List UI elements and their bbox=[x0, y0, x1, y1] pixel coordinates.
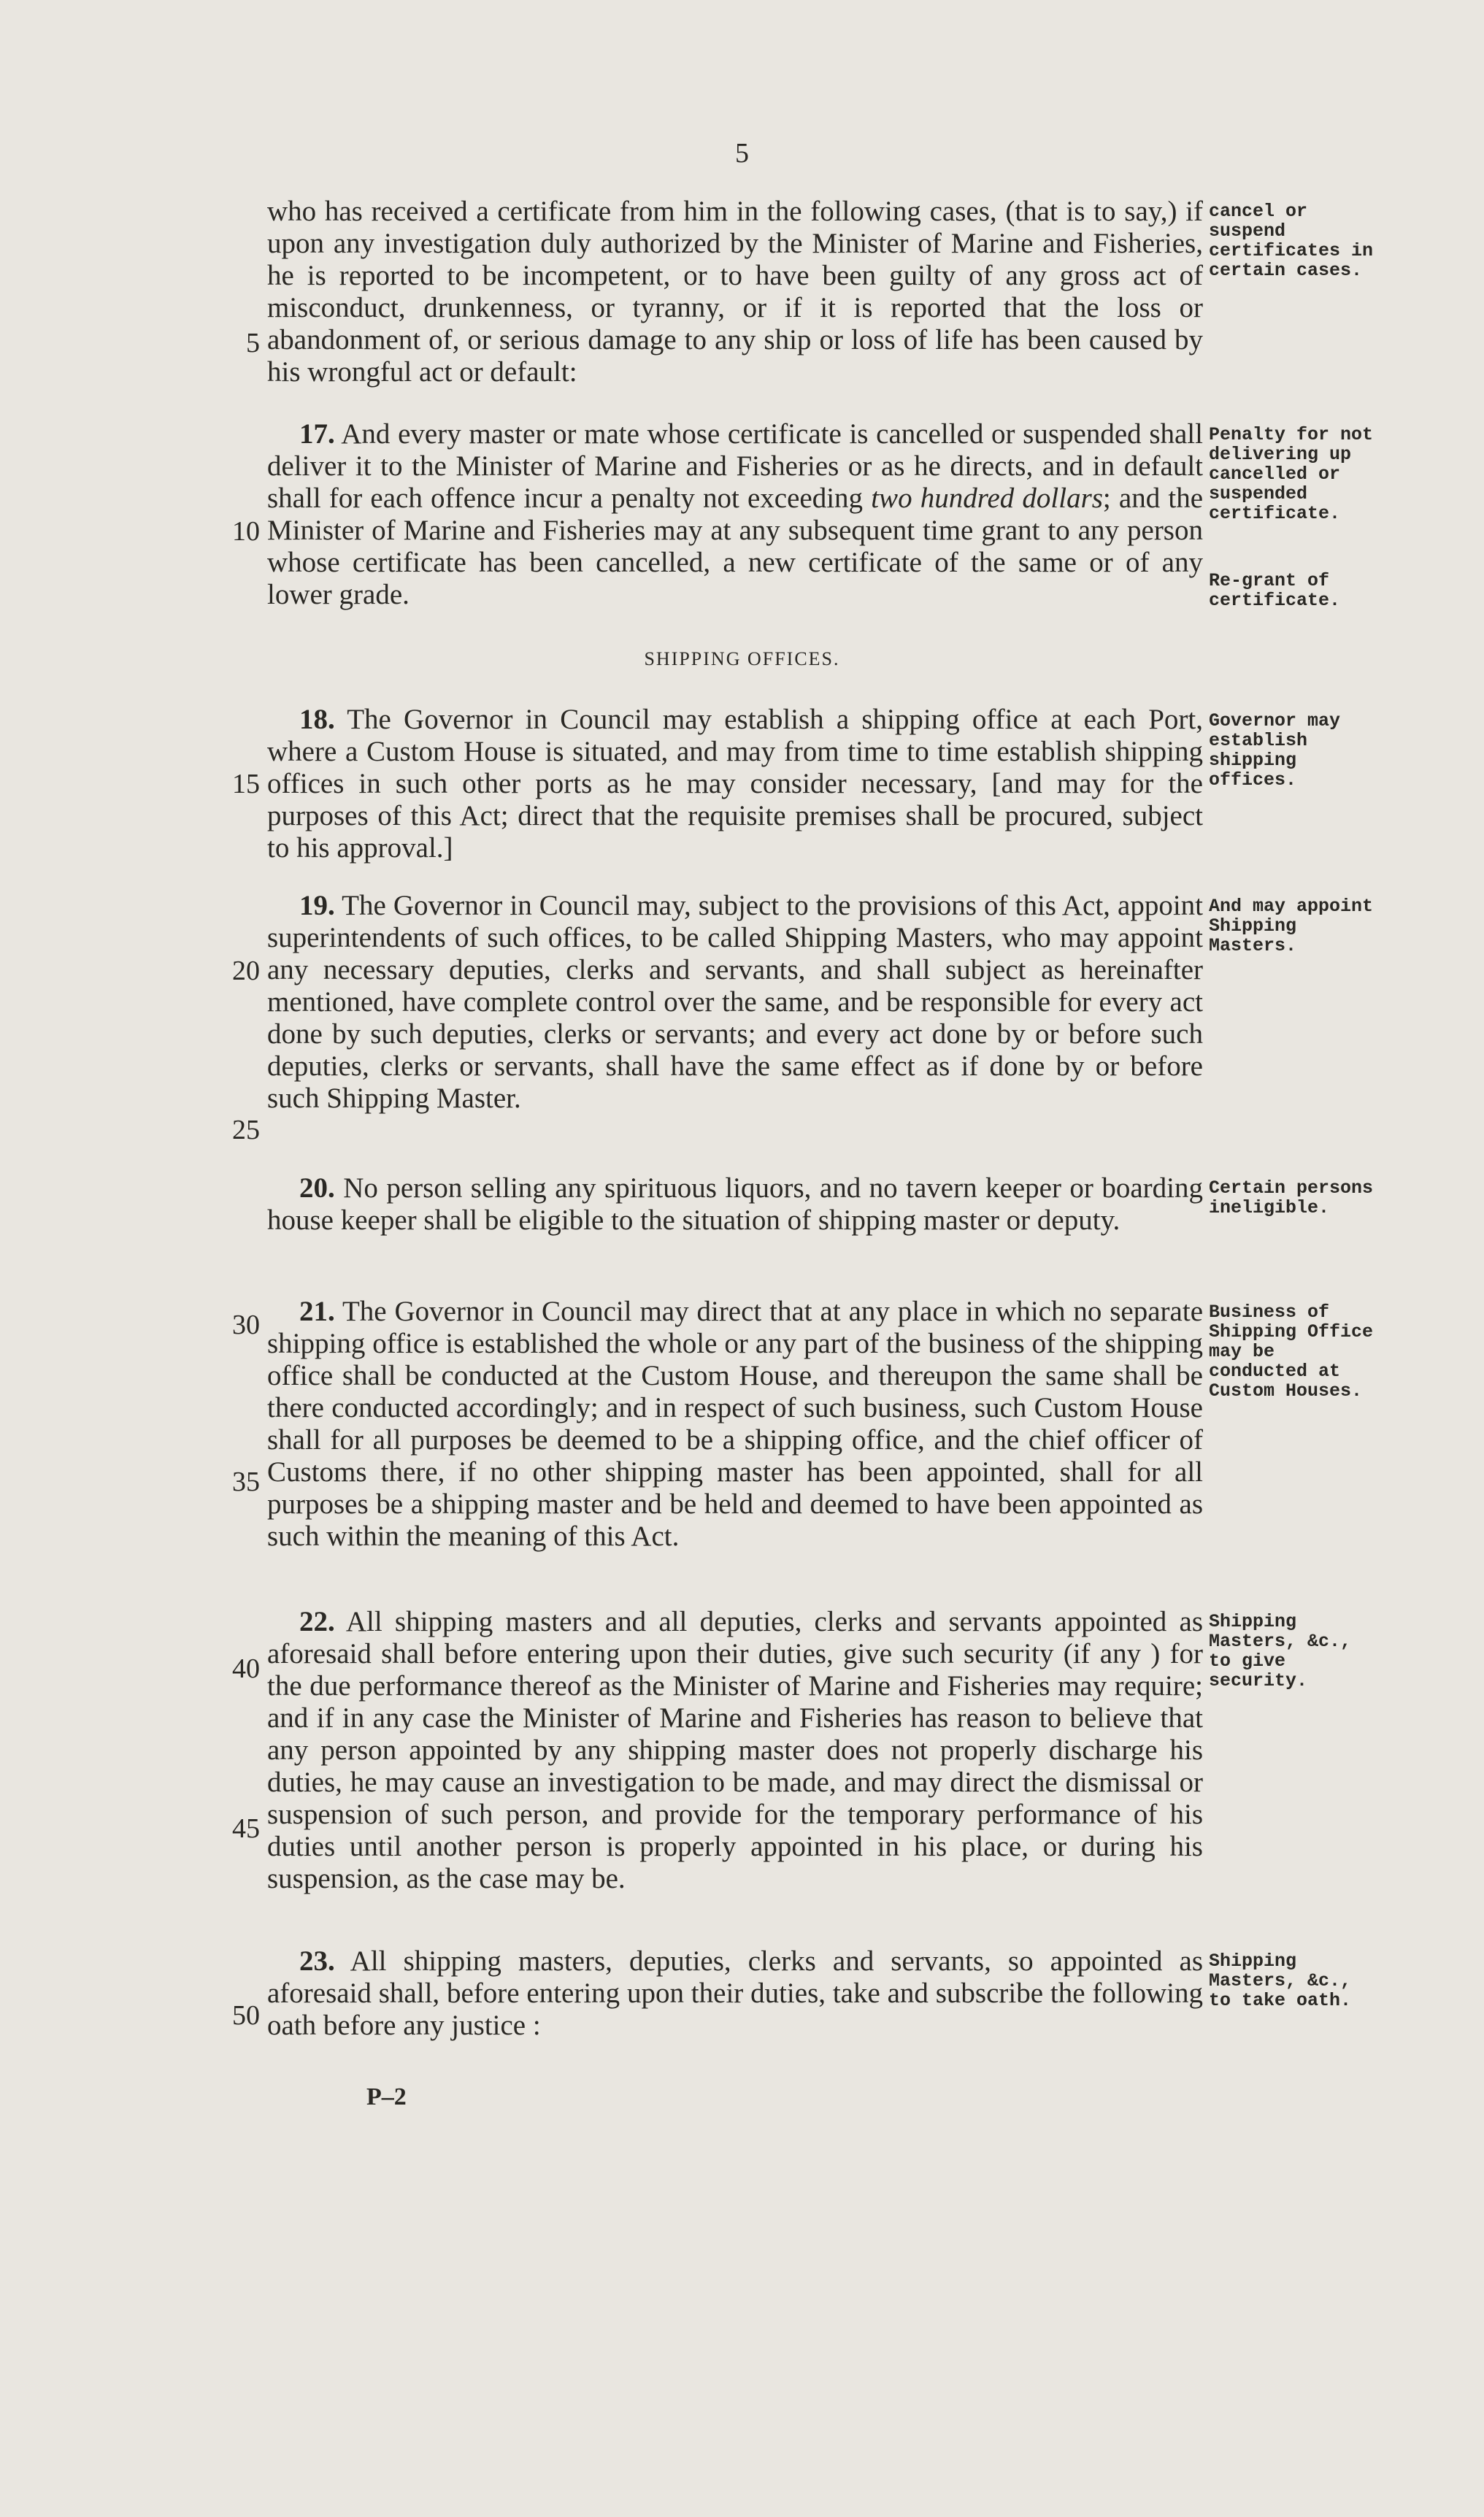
section-text: The Governor in Council may direct that at any place in which no separate shipping office is established the whole or any part of the business of the shipping office shall be conducted at the Custom House, and thereupon the same shall be there conducted accordingly; and in respect of such business, such Custom House shall for all purposes be deemed to be a shipping office, and the chief officer of Customs there, if no other shipping master has been appointed, shall for all purposes be a shipping master and be held and deemed to have been appointed as such within the meaning of this Act. bbox=[267, 1296, 1203, 1552]
margin-note-custom-houses: Business of Shipping Office may be conducted at Custom Houses. bbox=[1209, 1302, 1374, 1402]
intro-text: who has received a certificate from him in the following cases, (that is to say,) if upon any investigation duly authorized by the Minister of Marine and Fisheries, he is reported to be incompetent, or to have been guilty of any gross act of misconduct, drunkenness, or tyranny, or if it is reported that the loss or abandonment of, or serious damage to any ship or loss of life has been caused by his wrongful act or default: bbox=[267, 196, 1203, 388]
section-number: 19. bbox=[299, 890, 335, 921]
margin-note-governor: Governor may establish shipping offices. bbox=[1209, 710, 1341, 791]
section-18 bbox=[267, 704, 1203, 864]
section-23 bbox=[267, 1945, 1203, 2042]
section-text: ; and the Minister of Marine and Fisheries may at any subsequent time grant to any person whose certificate has been cancelled, a new certificate of the same or of any lower grade. bbox=[267, 483, 1203, 610]
section-22 bbox=[267, 1606, 1203, 1895]
section-text: The Governor in Council may, subject to the provisions of this Act, appoint superintendents of such offices, to be called Shipping Masters, who may appoint any necessary deputies, clerks and servants, and shall subject as hereinafter mentioned, have complete control over the same, and be responsible for every act done by such deputies, clerks or servants; and every act done by or before such deputies, clerks or servants, shall have the same effect as if done by or before such Shipping Master. bbox=[267, 890, 1203, 1114]
line-number: 15 bbox=[232, 769, 260, 799]
line-number: 45 bbox=[232, 1813, 260, 1844]
margin-note-masters: And may appoint Shipping Masters. bbox=[1209, 896, 1374, 956]
section-19 bbox=[267, 890, 1203, 1115]
line-number: 50 bbox=[232, 2000, 260, 2031]
page-number: 5 bbox=[735, 138, 749, 169]
intro-paragraph bbox=[267, 196, 1203, 388]
margin-note-oath: Shipping Masters, &c., to take oath. bbox=[1209, 1951, 1352, 2011]
line-number: 40 bbox=[232, 1653, 260, 1684]
section-text: And every master or mate whose certificate is cancelled or suspended shall deliver it to the Minister of Marine and Fisheries or as he directs, and in default shall for each offence incur a penalty not exceeding bbox=[267, 418, 1203, 514]
section-text: No person selling any spirituous liquors, and no tavern keeper or boarding house keeper shall be eligible to the situation of shipping master or deputy. bbox=[267, 1172, 1203, 1236]
section-20 bbox=[267, 1172, 1203, 1237]
section-number: 20. bbox=[299, 1172, 335, 1204]
line-number: 30 bbox=[232, 1310, 260, 1340]
margin-note-regrant: Re-grant of certificate. bbox=[1209, 570, 1341, 611]
line-number: 25 bbox=[232, 1115, 260, 1145]
section-text: All shipping masters, deputies, clerks and servants, so appointed as aforesaid shall, before entering upon their duties, take and subscribe the following oath before any justice : bbox=[267, 1945, 1203, 2041]
line-number: 20 bbox=[232, 956, 260, 986]
section-number: 18. bbox=[299, 704, 335, 735]
margin-note-cancel: cancel or suspend certificates in certain cases. bbox=[1209, 201, 1374, 281]
margin-note-ineligible: Certain persons ineligible. bbox=[1209, 1177, 1374, 1218]
emphasis-text: two hundred dollars bbox=[871, 483, 1103, 514]
section-21 bbox=[267, 1296, 1203, 1553]
margin-note-security: Shipping Masters, &c., to give security. bbox=[1209, 1611, 1352, 1691]
section-text: The Governor in Council may establish a shipping office at each Port, where a Custom House is situated, and may from time to time establish shipping offices in such other ports as he may consider necessary, [and may for the purposes of this Act; direct that the requisite premises shall be procured, subject to his approval.] bbox=[267, 704, 1203, 864]
line-number: 5 bbox=[246, 328, 260, 358]
section-number: 17. bbox=[299, 418, 335, 450]
line-number: 10 bbox=[232, 516, 260, 547]
section-number: 21. bbox=[299, 1296, 335, 1327]
line-number: 35 bbox=[232, 1467, 260, 1497]
signature-mark: P–2 bbox=[366, 2083, 407, 2110]
margin-note-penalty: Penalty for not delivering up cancelled or suspended certificate. bbox=[1209, 424, 1374, 524]
section-text: All shipping masters and all deputies, clerks and servants appointed as aforesaid shall before entering upon their duties, give such security (if any ) for the due performance thereof as the Minister of Marine and Fisheries may require; and if in any case the Minister of Marine and Fisheries has reason to believe that any person appointed by any shipping master does not properly discharge his duties, he may cause an investigation to be made, and may direct the dismissal or suspension of such person, and provide for the temporary performance of his duties until another person is properly appointed in his place, or during his suspension, as the case may be. bbox=[267, 1606, 1203, 1894]
section-number: 22. bbox=[299, 1606, 335, 1637]
section-number: 23. bbox=[299, 1945, 335, 1977]
section-17 bbox=[267, 418, 1203, 611]
section-heading: SHIPPING OFFICES. bbox=[644, 648, 840, 669]
